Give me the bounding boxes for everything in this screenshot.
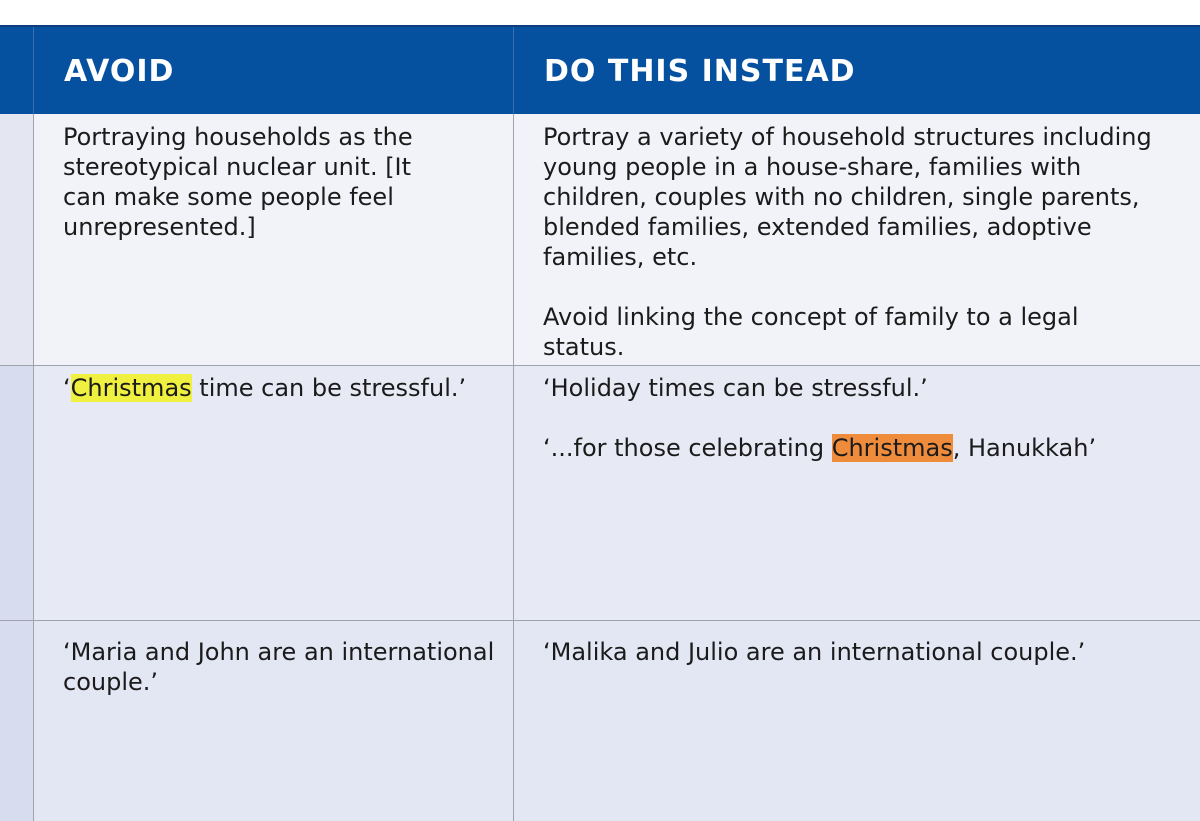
do-cell — [514, 366, 1200, 620]
highlighted-word: Christmas — [831, 434, 953, 462]
avoid-line: unrepresented.] — [63, 213, 256, 241]
row-side-cell — [0, 621, 34, 821]
do-line: young people in a house-share, families with — [543, 153, 1082, 181]
do-line: status. — [543, 333, 625, 361]
do-line: Portray a variety of household structures including — [543, 123, 1152, 151]
do-cell — [514, 114, 1200, 365]
avoid-text — [34, 621, 513, 697]
row-side-cell — [0, 366, 34, 620]
do-line: families, etc. — [543, 243, 698, 271]
do-line: children, couples with no children, single parents, — [543, 183, 1140, 211]
paragraph-gap — [543, 272, 1200, 302]
avoid-text — [34, 366, 513, 403]
table-row — [0, 366, 1200, 621]
avoid-line — [63, 373, 513, 403]
avoid-line: ‘Maria and John are an international — [63, 638, 495, 666]
avoid-cell — [34, 114, 514, 365]
do-line — [543, 433, 1200, 463]
do-line-suffix: , Hanukkah’ — [952, 434, 1097, 462]
do-text — [514, 621, 1200, 667]
avoid-cell — [34, 621, 514, 821]
guidance-table — [0, 25, 1200, 821]
avoid-text — [34, 114, 513, 242]
avoid-column-header — [34, 27, 514, 114]
side-column-header — [0, 27, 34, 114]
table-row — [0, 621, 1200, 821]
do-line: blended families, extended families, adoptive — [543, 213, 1092, 241]
table-header-row — [0, 25, 1200, 114]
highlighted-word: Christmas — [70, 374, 192, 402]
paragraph-gap — [543, 403, 1200, 433]
avoid-line: couple.’ — [63, 668, 159, 696]
avoid-line: stereotypical nuclear unit. [It — [63, 153, 412, 181]
do-line: ‘Malika and Julio are an international couple.’ — [543, 638, 1086, 666]
avoid-line: can make some people feel — [63, 183, 394, 211]
open-quote: ‘ — [63, 374, 71, 402]
do-text — [514, 114, 1200, 362]
do-line: Avoid linking the concept of family to a legal — [543, 303, 1079, 331]
do-line: ‘Holiday times can be stressful.’ — [543, 374, 928, 402]
avoid-cell — [34, 366, 514, 620]
avoid-line: Portraying households as the — [63, 123, 413, 151]
do-text — [514, 366, 1200, 463]
avoid-line-rest: time can be stressful.’ — [191, 374, 467, 402]
table-row — [0, 114, 1200, 366]
do-column-header — [514, 27, 1200, 114]
do-line-prefix: ‘...for those celebrating — [543, 434, 832, 462]
row-side-cell — [0, 114, 34, 365]
do-header-label: DO THIS INSTEAD — [544, 54, 856, 89]
avoid-header-label: AVOID — [64, 54, 175, 89]
do-cell — [514, 621, 1200, 821]
